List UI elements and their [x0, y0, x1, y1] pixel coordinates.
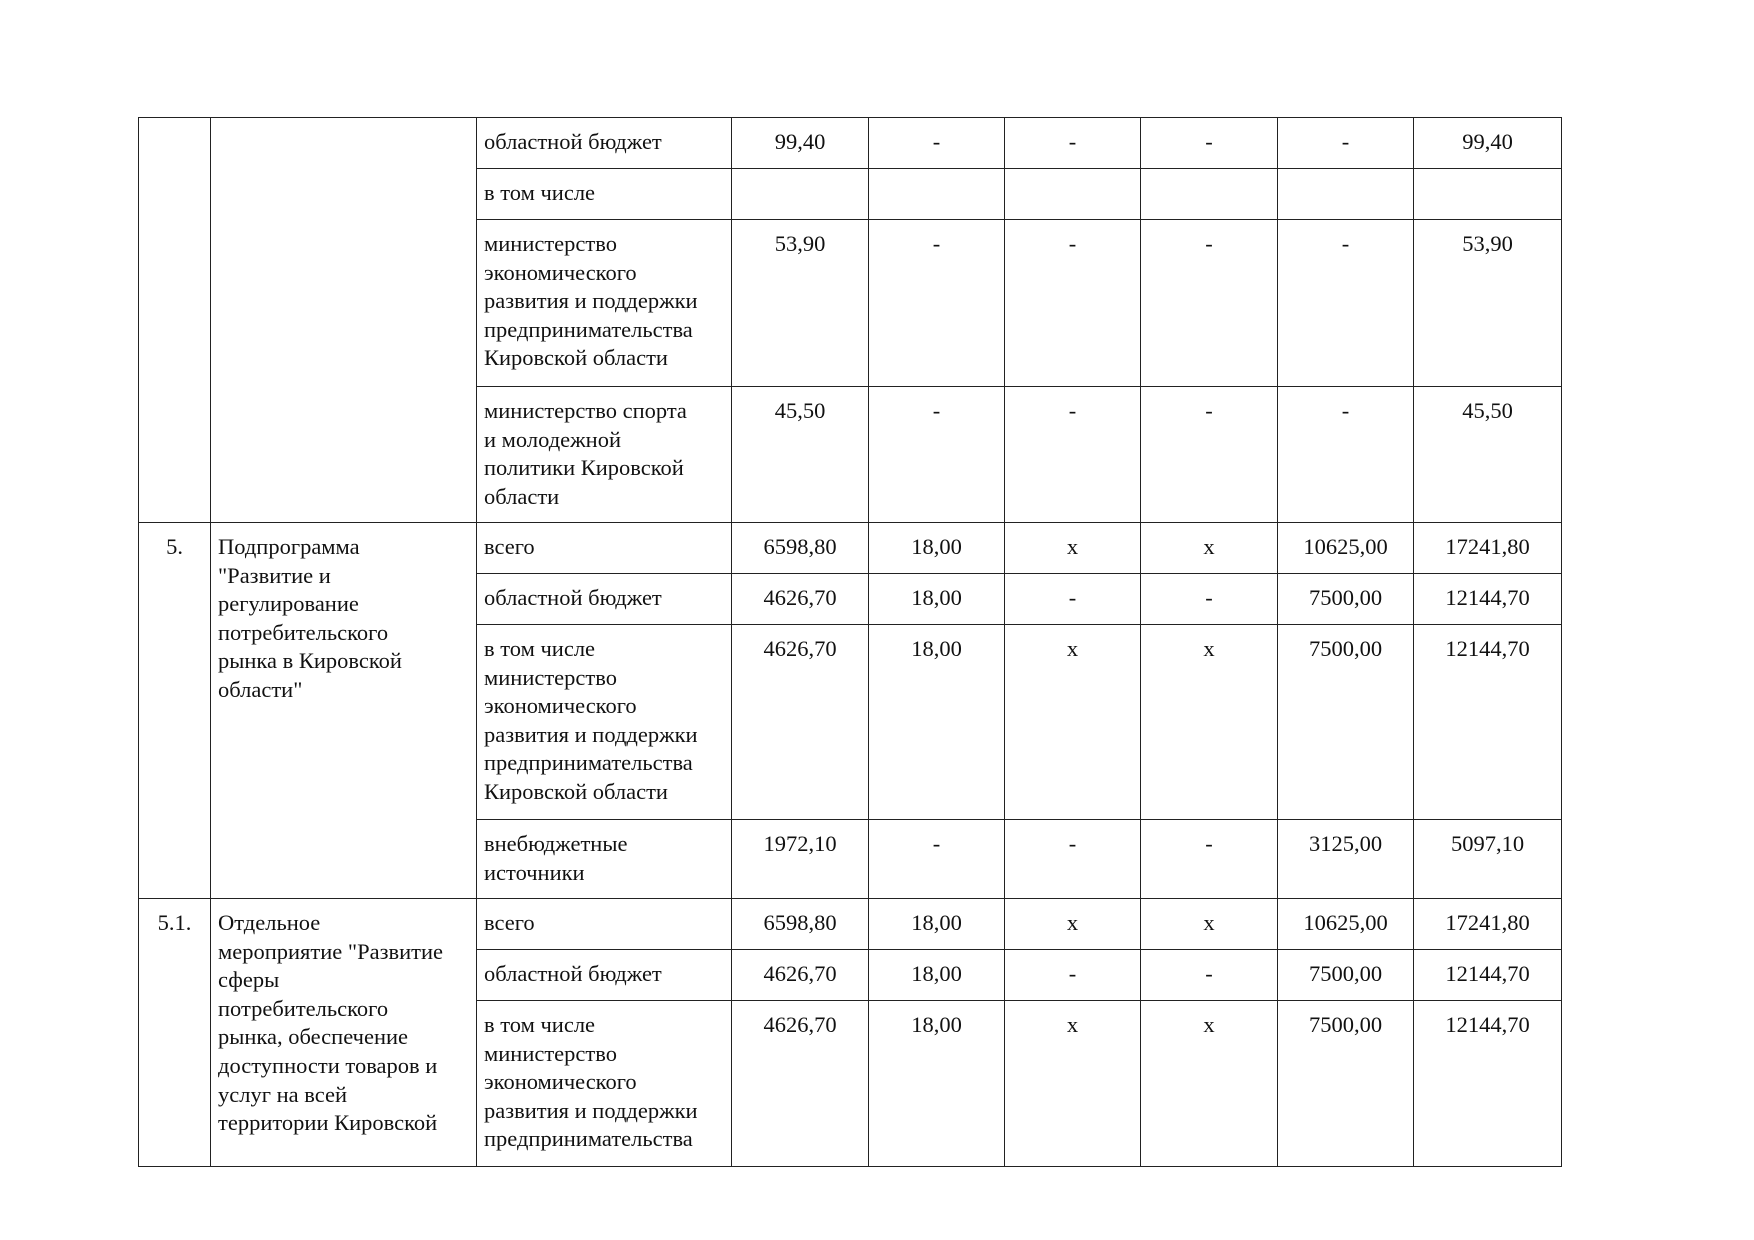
amount-cell: 12144,70 — [1414, 625, 1562, 820]
funding-source: всего — [477, 899, 732, 950]
amount-cell: 6598,80 — [732, 899, 869, 950]
amount-cell: x — [1141, 625, 1278, 820]
amount-cell: 5097,10 — [1414, 820, 1562, 899]
amount-cell: 4626,70 — [732, 625, 869, 820]
amount-cell: - — [869, 387, 1005, 523]
table-row — [139, 118, 1562, 169]
amount-cell: - — [1005, 220, 1141, 387]
amount-cell: 18,00 — [869, 1001, 1005, 1167]
table-row — [139, 523, 1562, 574]
amount-cell: x — [1005, 625, 1141, 820]
row-number: 5. — [139, 523, 211, 899]
funding-source: в том числе министерство экономического развития и поддержки предпринимательства — [477, 1001, 732, 1167]
amount-cell: - — [1141, 820, 1278, 899]
program-name — [211, 118, 477, 523]
funding-source: в том числе — [477, 169, 732, 220]
funding-source: областной бюджет — [477, 118, 732, 169]
amount-cell: 12144,70 — [1414, 574, 1562, 625]
amount-cell: x — [1141, 523, 1278, 574]
table-row — [139, 899, 1562, 950]
amount-cell: - — [1005, 118, 1141, 169]
amount-cell: 4626,70 — [732, 574, 869, 625]
amount-cell: 18,00 — [869, 523, 1005, 574]
amount-cell: - — [1141, 220, 1278, 387]
funding-source: внебюджетные источники — [477, 820, 732, 899]
amount-cell: 53,90 — [1414, 220, 1562, 387]
amount-cell: x — [1141, 899, 1278, 950]
amount-cell: - — [1005, 820, 1141, 899]
amount-cell — [1005, 169, 1141, 220]
amount-cell: 45,50 — [732, 387, 869, 523]
amount-cell — [1141, 169, 1278, 220]
amount-cell: 99,40 — [732, 118, 869, 169]
amount-cell: x — [1005, 523, 1141, 574]
amount-cell: 18,00 — [869, 950, 1005, 1001]
amount-cell — [732, 169, 869, 220]
amount-cell: 53,90 — [732, 220, 869, 387]
amount-cell: 10625,00 — [1278, 899, 1414, 950]
amount-cell: 3125,00 — [1278, 820, 1414, 899]
amount-cell: 7500,00 — [1278, 625, 1414, 820]
amount-cell: 7500,00 — [1278, 1001, 1414, 1167]
amount-cell: - — [869, 118, 1005, 169]
amount-cell: - — [1141, 574, 1278, 625]
amount-cell: - — [1141, 387, 1278, 523]
amount-cell: - — [1278, 387, 1414, 523]
amount-cell: 18,00 — [869, 625, 1005, 820]
funding-source: областной бюджет — [477, 574, 732, 625]
amount-cell: - — [1278, 220, 1414, 387]
amount-cell: - — [1141, 118, 1278, 169]
amount-cell: - — [869, 820, 1005, 899]
amount-cell: 12144,70 — [1414, 1001, 1562, 1167]
amount-cell: x — [1005, 899, 1141, 950]
amount-cell: - — [1005, 950, 1141, 1001]
amount-cell: 7500,00 — [1278, 950, 1414, 1001]
amount-cell: 7500,00 — [1278, 574, 1414, 625]
amount-cell: - — [869, 220, 1005, 387]
amount-cell — [1278, 169, 1414, 220]
amount-cell: 17241,80 — [1414, 523, 1562, 574]
funding-source: областной бюджет — [477, 950, 732, 1001]
amount-cell: 4626,70 — [732, 1001, 869, 1167]
row-number: 5.1. — [139, 899, 211, 1167]
funding-source: всего — [477, 523, 732, 574]
amount-cell: - — [1005, 574, 1141, 625]
program-name: Отдельное мероприятие "Развитие сферы потребительского рынка, обеспечение доступности товаров и услуг на всей территории Кировской — [211, 899, 477, 1167]
amount-cell: 12144,70 — [1414, 950, 1562, 1001]
amount-cell: 17241,80 — [1414, 899, 1562, 950]
amount-cell: 1972,10 — [732, 820, 869, 899]
amount-cell — [1414, 169, 1562, 220]
amount-cell: 18,00 — [869, 899, 1005, 950]
amount-cell: - — [1141, 950, 1278, 1001]
amount-cell: 99,40 — [1414, 118, 1562, 169]
amount-cell: 4626,70 — [732, 950, 869, 1001]
funding-source: министерство спорта и молодежной политики Кировской области — [477, 387, 732, 523]
amount-cell: 45,50 — [1414, 387, 1562, 523]
row-number — [139, 118, 211, 523]
amount-cell — [869, 169, 1005, 220]
amount-cell: 6598,80 — [732, 523, 869, 574]
amount-cell: - — [1278, 118, 1414, 169]
financing-table — [138, 117, 1562, 1167]
amount-cell: 18,00 — [869, 574, 1005, 625]
funding-source: в том числе министерство экономического развития и поддержки предпринимательства Кировской области — [477, 625, 732, 820]
funding-source: министерство экономического развития и поддержки предпринимательства Кировской области — [477, 220, 732, 387]
amount-cell: x — [1141, 1001, 1278, 1167]
amount-cell: 10625,00 — [1278, 523, 1414, 574]
amount-cell: x — [1005, 1001, 1141, 1167]
program-name: Подпрограмма "Развитие и регулирование потребительского рынка в Кировской области" — [211, 523, 477, 899]
amount-cell: - — [1005, 387, 1141, 523]
